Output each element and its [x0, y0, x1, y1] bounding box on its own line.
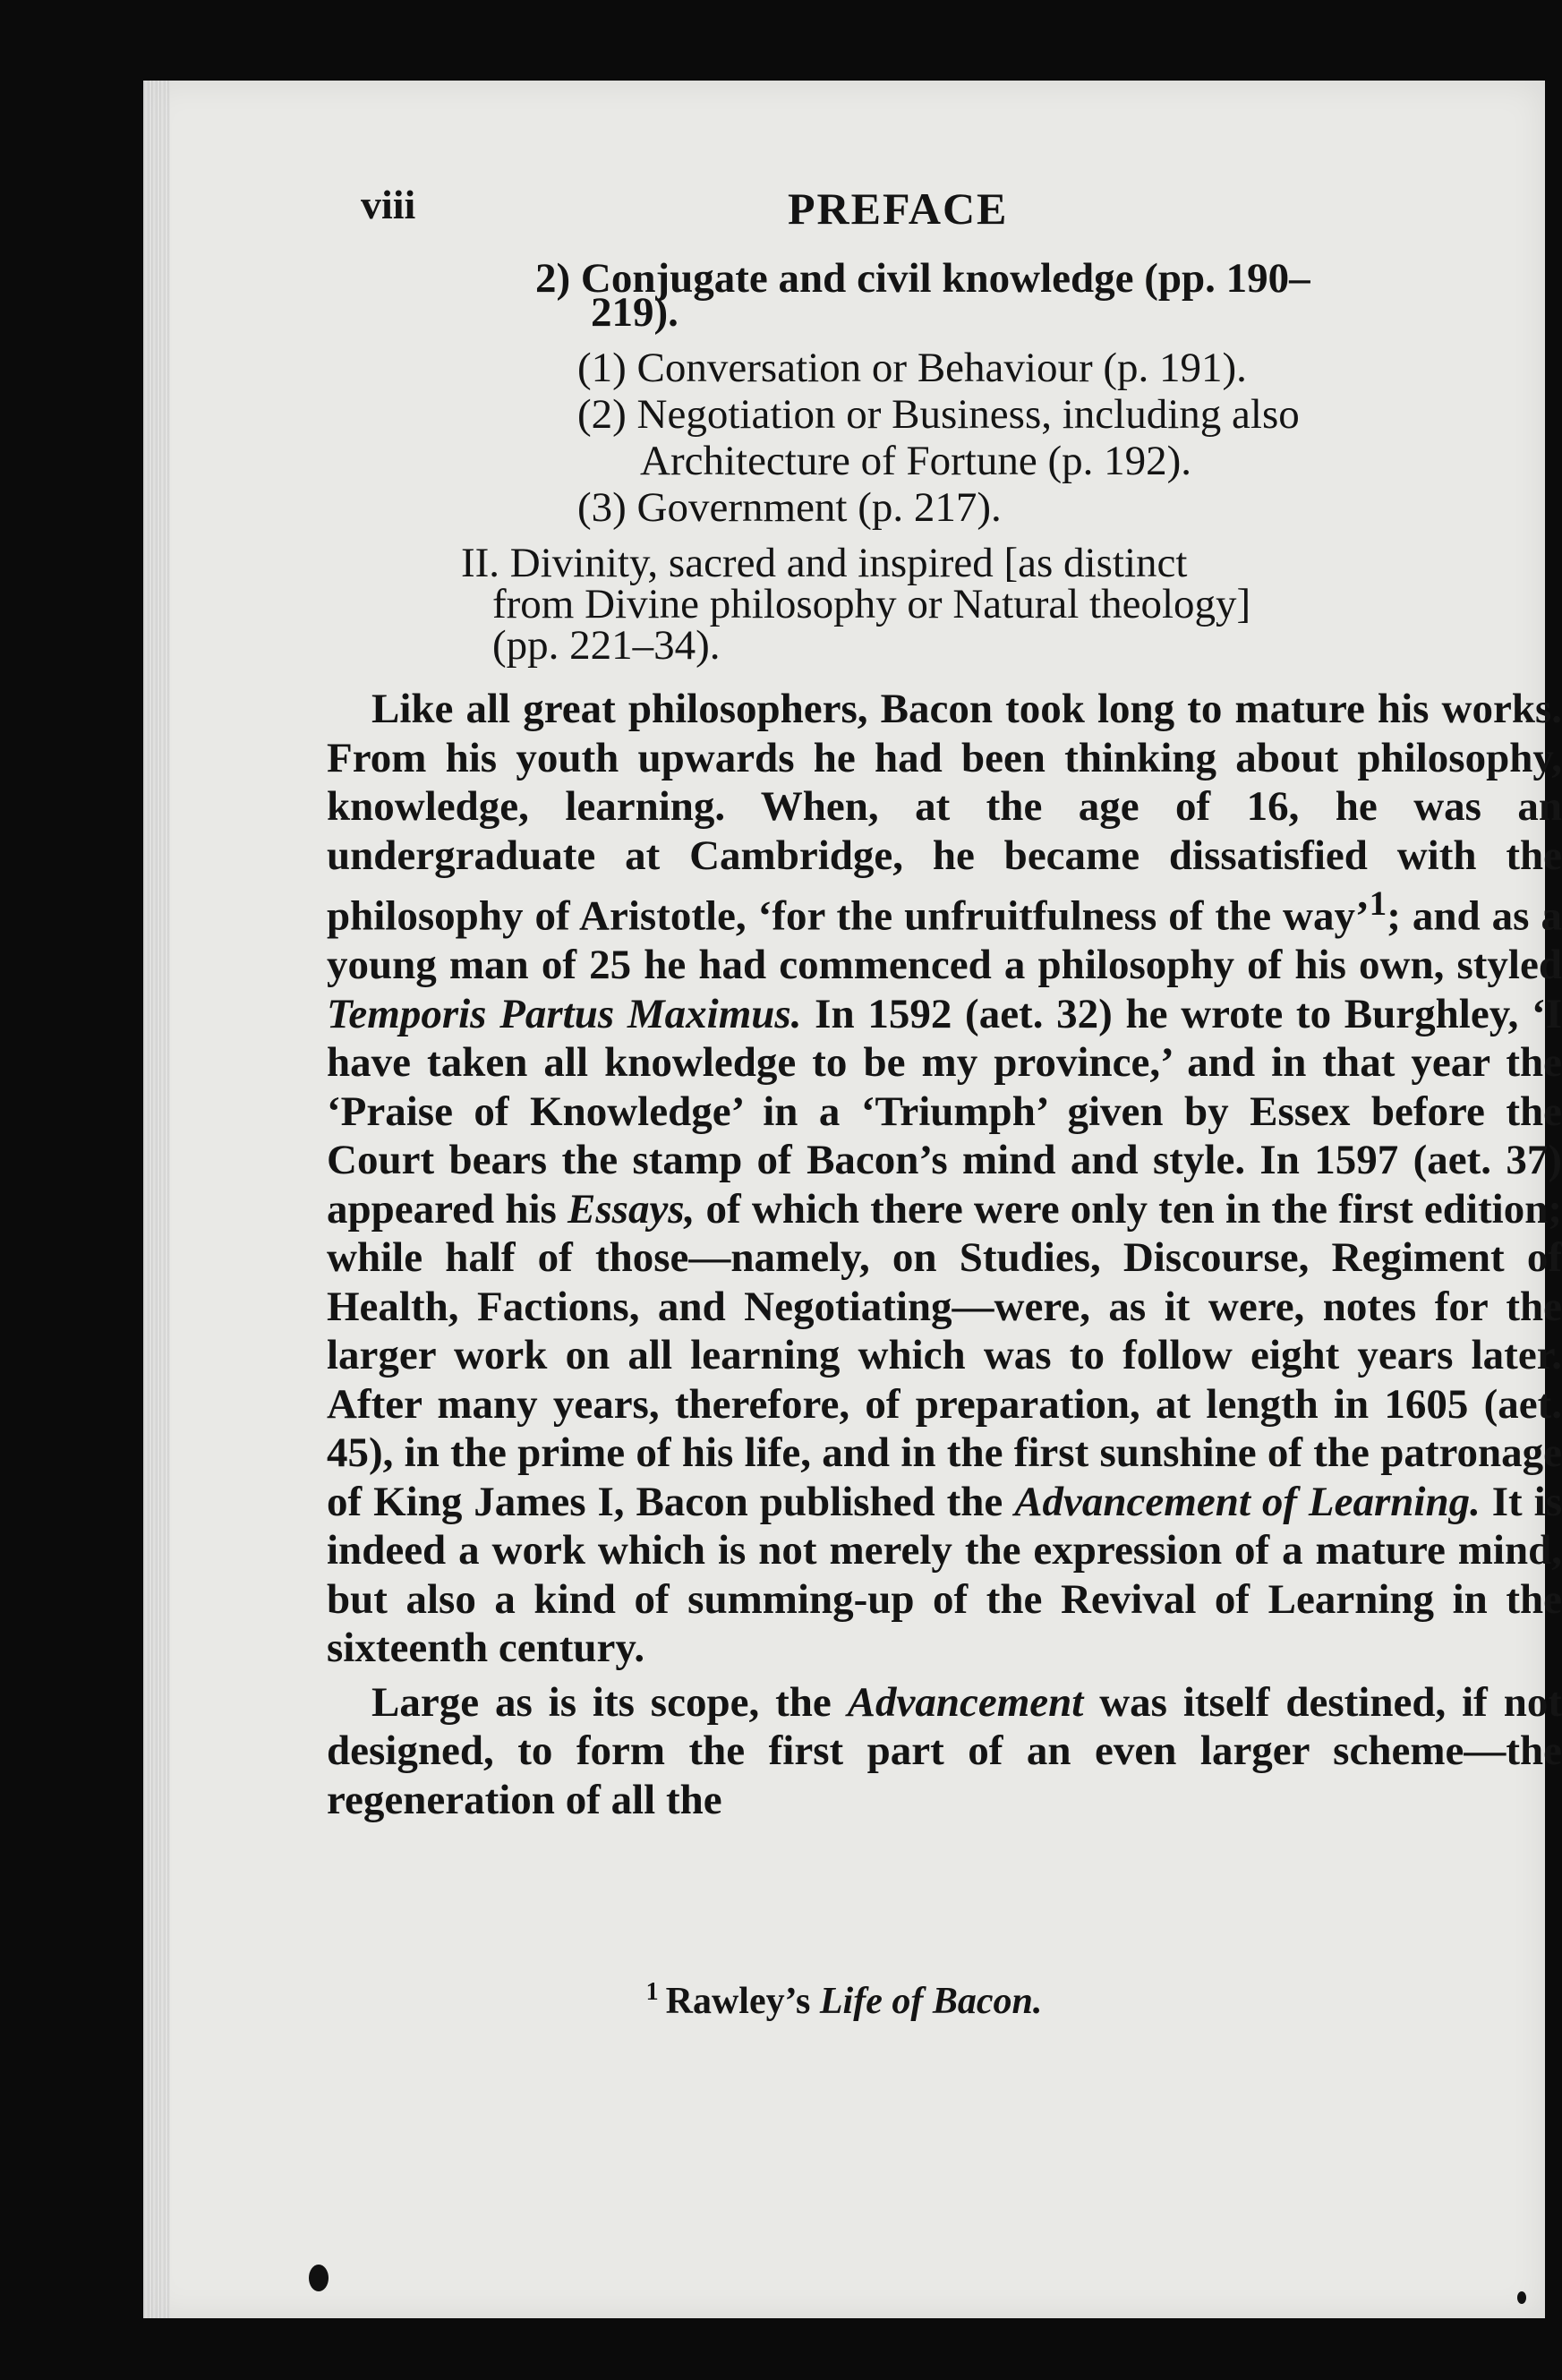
body-text [327, 685, 1562, 1824]
outline-item-ii-cont2: (pp. 221–34). [492, 622, 721, 669]
outline-item-ii-cont1: from Divine philosophy or Natural theology] [492, 581, 1251, 627]
paragraph-text: Large as is its scope, the [371, 1678, 848, 1726]
paragraph-text: In 1592 (aet. 32) he wrote to Burghley, ‘I have taken all knowledge to be my province,’ and in that year the ‘Praise of Knowledge’ in a ‘Triumph’ given by Essex before the Court bears the stamp of Bacon’s mind and style. In 1597 (aet. 37) appeared his [327, 990, 1562, 1233]
running-title: PREFACE [788, 183, 1009, 234]
italic-title: Advancement [847, 1678, 1084, 1726]
italic-title: Advancement of Learning. [1014, 1478, 1481, 1525]
outline-item-2-cont: 219). [591, 289, 679, 336]
paragraph-text: It is indeed a work which is not merely the expression of a mature mind, but also a kind of summing-up of the Revival of Learning in the sixteenth century. [327, 1478, 1562, 1672]
footnote-text: Rawley’s [665, 1981, 820, 2022]
italic-title: Essays, [568, 1185, 696, 1233]
page-header [143, 181, 1545, 235]
paragraph-text: was itself destined, if not designed, to form the first part of an even larger scheme—the regeneration of all the [327, 1678, 1562, 1823]
outline-item-ii: II. Divinity, sacred and inspired [as distinct [461, 540, 1188, 586]
italic-title: Temporis Partus Maximus. [327, 990, 802, 1037]
scan-speck [1517, 2291, 1526, 2304]
outline-subitem-2-cont: Architecture of Fortune (p. 192). [640, 438, 1192, 484]
book-page [143, 81, 1562, 2318]
footnote-title: Life of Bacon. [819, 1981, 1043, 2022]
paragraph-text: Like all great philosophers, Bacon took long to mature his works. From his youth upwards he had been thinking about philosophy, knowledge, learning. When, at the age of 16, he was an undergraduate at Cambridge, he became dissatisfied with the philosophy of Aristotle, ‘for the unfruitfulness of the way’ [327, 686, 1562, 940]
paragraph-text: ; and as a young man of 25 he had commenced a philosophy of his own, styled [327, 892, 1562, 989]
page-number: viii [361, 182, 416, 227]
outline-item-2: 2) Conjugate and civil knowledge (pp. 190– [535, 255, 1310, 302]
paragraph-text: of which there were only ten in the first edition; while half of those—namely, on Studies, Discourse, Regiment of Health, Factions, and Negotiating—were, as it were, notes for the larger work on all learning which was to follow eight years later. After many years, therefore, of preparation, at length in 1605 (aet. 45), in the prime of his life, and in the first sunshine of the patronage of King James I, Bacon published the [327, 1185, 1562, 1525]
paragraph [327, 1678, 1562, 1825]
scan-speck [309, 2265, 329, 2291]
outline-subitem-3: (3) Government (p. 217). [577, 484, 1002, 531]
outline-subitem-1: (1) Conversation or Behaviour (p. 191). [577, 345, 1247, 391]
outline-subitem-2: (2) Negotiation or Business, including also [577, 391, 1300, 438]
paragraph [327, 685, 1562, 1673]
footnote [143, 1978, 1545, 2023]
footnote-reference[interactable]: 1 [1369, 884, 1387, 923]
footnote-mark: 1 [645, 1978, 659, 2006]
